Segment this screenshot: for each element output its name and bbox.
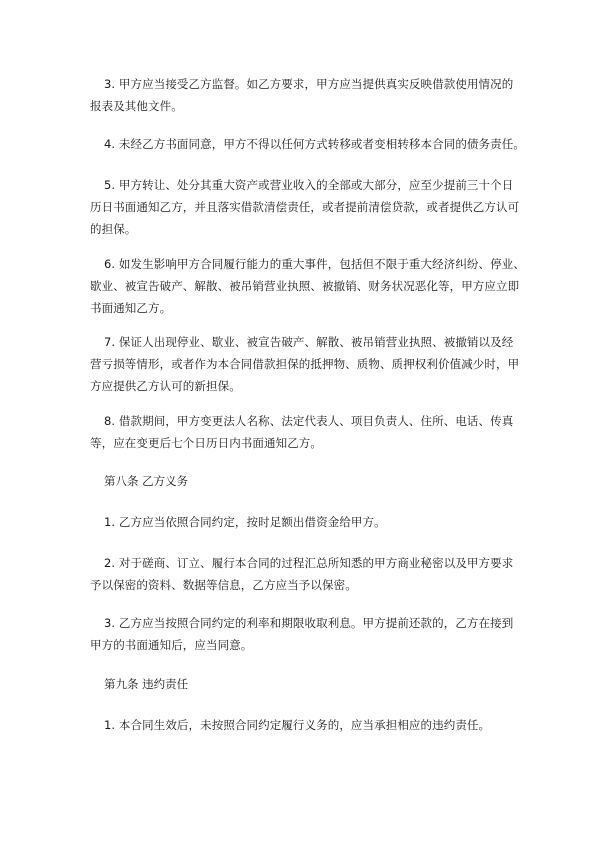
clause-paragraph [90,174,530,240]
paragraph-line: 历日书面通知乙方，并且落实借款清偿责任，或者提前清偿贷款，或者提供乙方认可 [90,200,520,214]
paragraph-line: 1. 本合同生效后，未按照合同约定履行义务的，应当承担相应的违约责任。 [104,718,491,732]
paragraph-line: 报表及其他文件。 [90,99,183,113]
clause-paragraph [90,410,530,454]
article-heading: 第八条 乙方义务 [104,474,189,488]
paragraph-line: 1. 乙方应当依照合同约定，按时足额出借资金给甲方。 [104,515,386,529]
clause-paragraph [90,133,530,155]
paragraph-line: 书面通知乙方。 [90,301,172,315]
paragraph-line: 等，应在变更后七个日历日内书面通知乙方。 [90,436,322,450]
clause-paragraph [90,511,530,533]
paragraph-line: 营亏损等情形，或者作为本合同借款担保的抵押物、质物、质押权利价值减少时，甲 [90,357,520,371]
paragraph-line: 方应提供乙方认可的新担保。 [90,379,241,393]
paragraph-line: 8. 借款期间，甲方变更法人名称、法定代表人、项目负责人、住所、电话、传真 [104,414,514,428]
clause-paragraph [90,552,530,596]
paragraph-line: 甲方的书面通知后，应当同意。 [90,638,253,652]
paragraph-line: 予以保密的资料、数据等信息，乙方应当予以保密。 [90,578,357,592]
clause-paragraph [90,714,530,736]
paragraph-line: 3. 甲方应当接受乙方监督。如乙方要求，甲方应当提供真实反映借款使用情况的 [104,77,514,91]
clause-paragraph [90,73,530,117]
paragraph-line: 5. 甲方转让、处分其重大资产或营业收入的全部或大部分，应至少提前三十个日 [104,178,514,192]
paragraph-line: 7. 保证人出现停业、歇业、被宣告破产、解散、被吊销营业执照、被撤销以及经 [104,335,514,349]
paragraph-line: 2. 对于磋商、订立、履行本合同的过程汇总所知悉的甲方商业秘密以及甲方要求 [104,556,514,570]
clause-paragraph [90,612,530,656]
clause-paragraph [90,331,530,397]
paragraph-line: 3. 乙方应当按照合同约定的利率和期限收取利息。甲方提前还款的，乙方在接到 [104,616,514,630]
paragraph-line: 歇业、被宣告破产、解散、被吊销营业执照、被撤销、财务状况恶化等，甲方应立即 [90,279,520,293]
paragraph-line: 6. 如发生影响甲方合同履行能力的重大事件，包括但不限于重大经济纠纷、停业、 [104,257,525,271]
article-heading: 第九条 违约责任 [104,677,189,691]
paragraph-line: 的担保。 [90,222,137,236]
clause-paragraph [90,253,530,319]
paragraph-line: 4. 未经乙方书面同意，甲方不得以任何方式转移或者变相转移本合同的债务责任。 [104,137,525,151]
